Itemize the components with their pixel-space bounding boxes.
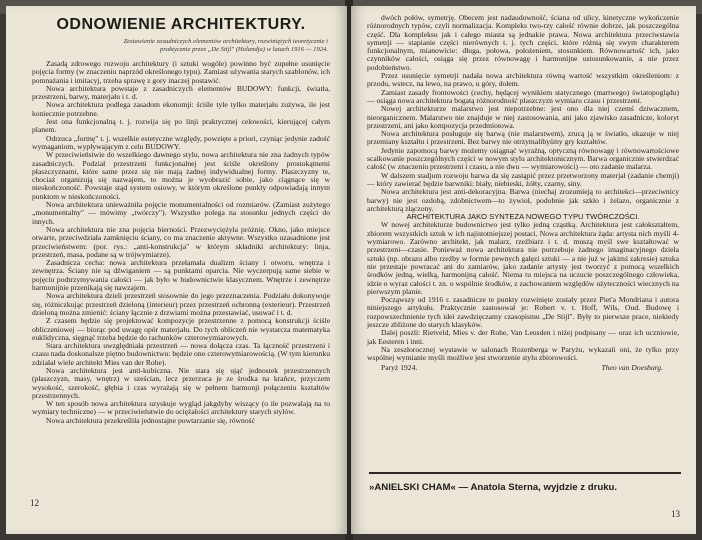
paragraph: Na zeszłorocznej wystawie w salonach Rozenberga w Paryżu, wykazali oni, że tylko przy wspólnej wymianie myśli możliwe jest stworzenie stylu zbiorowości.	[367, 344, 679, 363]
left-page	[6, 6, 347, 534]
book-announcement: »ANIELSKI CHAM« — Anatola Sterna, wyjdzie z druku.	[369, 472, 681, 493]
right-page	[351, 6, 696, 534]
article-title: ODNOWIENIE ARCHITEKTURY.	[56, 16, 306, 33]
paragraph: Dalej poszli: Rietveld, Mies v. der Rohe, Van Leusden i niżej podpisany — oraz ich uczniowie, jak Eesteren i inni.	[367, 328, 679, 346]
paragraph: Nowa architektura jest anti-dekoracyjna. Barwa (niechaj zrozumieją to architekci—przeciwnicy barwy) nie jest ozdobą, zdobnictwem—to żywioł, podobnie jak szkło i żelazo, organicznie z architekturą złączony.	[367, 187, 679, 213]
paragraph: Nowa architektura posługuje się barwą (nie malarstwem), zrucą ją w światło, ukazuje w niej przemiany kształtu i przestrzeni. Bez barwy nie otrzymalibyśmy gry kształtów.	[367, 129, 679, 147]
paragraph: Nowa architektura unieważniła pojęcie monumentalności od rozmiarów. (Zamiast zużytego „monumentalny" — mówimy „twórczy"). Wszystko polega na stosunku jednych części do innych.	[32, 200, 330, 226]
paragraph: Począwszy od 1916 r. zasadnicze te punkty rozwinięte zostały przez Piet'a Mondriana i autora niniejszego artykułu. Praktycznie zastosował je: Robert v. t. Hoff, Wils, Oud. Budowę i rozpowszechnienie tych idei zawdzięczamy czasopismu „De Stijl". Były to pierwsze prace, niekiedy jeszcze zbliżone do starych klasyków.	[367, 295, 679, 329]
paragraph: Nowa architektura dzieli przestrzeń stosownie do jego przeznaczenia. Podziału dokonywuje się, różniczkując przestrzeń dzieloną (interieur) przez przestrzeń ochronną (exterieur). Przestrzeń dzieloną można zmienić: ściany łącznie z drzwiami można przestawiać, usuwać i t. d.	[32, 291, 330, 317]
paragraph: Zamiast zasady frontowości (cechy, będącej wynikiem statycznego (martwego) światopoglądu) — osiąga nowa architektura bogatą różnorodność płaszczyzn wymiaru czasu i przestrzeni.	[367, 87, 679, 105]
right-page-body-top	[367, 14, 679, 213]
left-page-body	[32, 60, 330, 425]
paragraph: Jest ona funkcjonalną t. j. rozwija się po linji praktycznej celowości, kierującej całym planem.	[32, 117, 330, 135]
page-number-left: 12	[30, 498, 39, 508]
paragraph: dwóch połów, symetrję. Obecem jest nadaudowność, ściana od ulicy, kinetyczne wykończenie różnorodnych typów, czyli normalizacja. Kompleks two-rzy całość równie dobrze, jak poszczególna część. Dla kompleksu jak i całego miasta są jednakie prawa. Nowa architektura przeciwstawia symetrji — stapianie części nierównych t. j. tych części, które różnią się swym charakterem funkcjonalnym, mianowicie: długa, połowa, położeniem, stosunkiem. Równowartość ich, jako czynników całości, osiąga się przez równowagę i harmonijne ustosunkowanie, a nie przez podobieństwo.	[367, 13, 679, 72]
synthesis-heading: ARCHITEKTURA JAKO SYNTEZA NOWEGO TYPU TWÓRCZOŚCI.	[406, 212, 640, 222]
right-page-body-bottom	[367, 221, 679, 362]
paragraph: Nowa architektura jest anti-kubiczna. Nie stara się ująć jednostek przestrzennych (płaszczyzn, masy, wnętrz) w sześcian, lecz przerzuca je ze środka na krańce, przyczem wysokość, szerokość, głębia i czas wyrażają się w pełnem harmonji połączeniu kształtów przestrzennych.	[32, 365, 330, 400]
paragraph: Nowa architektura powstaje z zasadniczych elementów BUDOWY: funkcji, światła, przestrzeni, barwy, materjału i t. d.	[32, 83, 330, 102]
right-page-content	[367, 14, 679, 372]
paragraph: Nowa architektura nie zna pojęcia bierności. Przezwyciężyła próżnię. Okno, jako miejsce otwarte, przeciwdziała zamknięciu ściany, co ma znaczenie aktywne. Wszystko uzasadnione jest przeciwieństwem: (por. rys.: „anti-konstrukcja" w którym składniki architektury: linja, przestrzeń, masa, podane są w trójwymiarze).	[32, 224, 330, 259]
paragraph: W nowej architekturze budownictwo jest tylko jedną cząstką. Architektura jest całokształtem, zbiorem wszystkich sztuk w ich najistotniejszej postaci. Nowa architektura żąda: artysta nich myśli 4-wymiarowo. Zarówno architekt, jak malarz, rzeźbiarz i t. d. muszą myśl swe kształtować w przestrzeni—czasie. Ponieważ nowa architektura nie potrzebuje żadnego imaginacyjnego dzieła sztuki (np. obrazu albo rzeźby w formie pewnych gałęzi sztuki — a nie już w jakimś zakresie) sztuka nie przestaje powracać ani do zamiarów, jako zadanie artysty jest tworzyć z pomocą wszelkich środków jedną, wielką, harmonijną całość. Niema tu miejsca na uczucie poszczególnego człowieka, idzie o wyraz całości t. zn. o wspólnie środków, z zachowaniem względów użyteczności wiecznych na pierwszym planie.	[367, 220, 679, 296]
signature-row	[367, 363, 679, 372]
paragraph: Zasadą zdrowego rozwoju architektury (i sztuki wogóle) powinno być zupełne usunięcie pojęcia formy (w znaczeniu naprzód określonego typu). Zamiast używania starych szablonów, ich pomnażania i imitacyj, trzeba sprawę z gory inaczej postawić.	[32, 59, 330, 85]
signature-author: Theo van Doesburg.	[601, 363, 663, 373]
page-number-right: 13	[671, 509, 680, 519]
paragraph: W dalszem stadjum rozwoju barwa da się zastąpić przez przetworzony materjał (zadanie chemji) — który zawierać będzie barwniki: biały, niebieski, żółty, czarny, siny.	[367, 170, 679, 188]
paragraph: Przez usunięcie symetrji nadała nowa architektura równą wartość wszystkim określeniom: z przodu, wstecz, na lewo, na prawo, u góry, dołem.	[367, 71, 679, 89]
article-subtitle: Zestawienie zasadniczych elementów architektury, rozwiniętych teoretycznie i praktycznie przez „De Stijl" (Holandja) w latach 1916 — 1924.	[123, 38, 328, 53]
paragraph: W przeciwieństwie do wszelkiego dawnego stylu, nowa architektura nie zna żadnych typów zasadniczych. Podział przestrzeni funkcjonalnej jest ściśle określony prostokątnemi płaszczyznami, które same przez się nie mają żadnej indywidualnej formy. Płaszczyzny te, chociaż organizują się nazwajem, to można je wyobrazić sobie, jako ciągnące się w nieskończoność. Powstaje stąd system osiowy, w którym określone punkty odpowiadają innym punktom w nieskończoności.	[32, 150, 330, 201]
paragraph: Z czasem będzie się projektować kompozycje przestrzenne z pomocą konstrukcji ściśle obliczeniowej — biorąc pod uwagę opór materjału. Do tych obliczeń nie wystarcza matematyka euklidyczna, sięgnąć trzeba będzie do rachunków czterowymiarowych.	[32, 316, 330, 342]
paragraph: Odrzuca „formę" t. j. wszelkie estetyczne względy, powzięte a priori, czyniąc jedynie zadość wymaganiom, wypływającym z celu BUDOWY.	[32, 133, 330, 151]
paragraph: Nowej architekturze malarstwo jest niepotrzebne: jest ono dla niej czemś dziwacznem, nieorganicznem. Malarstwo nie znajduje w niej zastosowania, ani jako zjawisko zasadnicze, koloryt przestrzeni, ani jako kompozycja przedmiotowa.	[367, 104, 679, 130]
paragraph: Jedynie zapomocą barwy możemy osiągnąć wyraźną, optyczną równowagę i równowartościowe scalkowanie poszczególnych części w nowym stylu architektonicznym. Barwa organicznie stwierdzać całość (w znaczeniu przestrzeni i czasu, a nie dwu — wymiarowości) — oto zadanie malarza.	[367, 145, 679, 172]
signature-place: Paryż 1924.	[381, 363, 418, 373]
left-page-content	[32, 16, 330, 425]
paragraph: W ten sposób nowa architektura uzyskuje wygląd jakgdyby wiszący (o ile pozwalają na to wymiary techniczne) — w przeciwieństwie do ociężałości architektury starych stylów.	[32, 399, 330, 417]
paragraph: Nowa architektura podlega zasadom ekonomji: ściśle tyle tylko materjału zużywa, ile jest koniecznie potrzebne.	[32, 100, 330, 118]
paragraph: Nowa architektura przekreśliła jednostajne powtarzanie się, równość	[46, 415, 255, 425]
paragraph: Stara architektura uwzględniała przestrzeń — nowa dołącza czas. Ta łączność przestrzeni i czasu nada doskonalsze piętno budownictwu: będzie ono czterowymiarowością. (W tym kierunku zdziałał wiele architekt Mies van der Rohe).	[32, 341, 330, 367]
paragraph: Zasadnicza cecha: nowa architektura przełamała dualizm ściany i otworu, wnętrza i zewnętrza. Ściany nie są dźwiganiem — są punktami oparcia. Nie wyczerpują same siebie w pojęciu podtrzymywania całości — jak było w budownictwie klasycznem. Wnętrze i zewnętrze harmonijnie przenikają się nawzajem.	[32, 258, 330, 293]
